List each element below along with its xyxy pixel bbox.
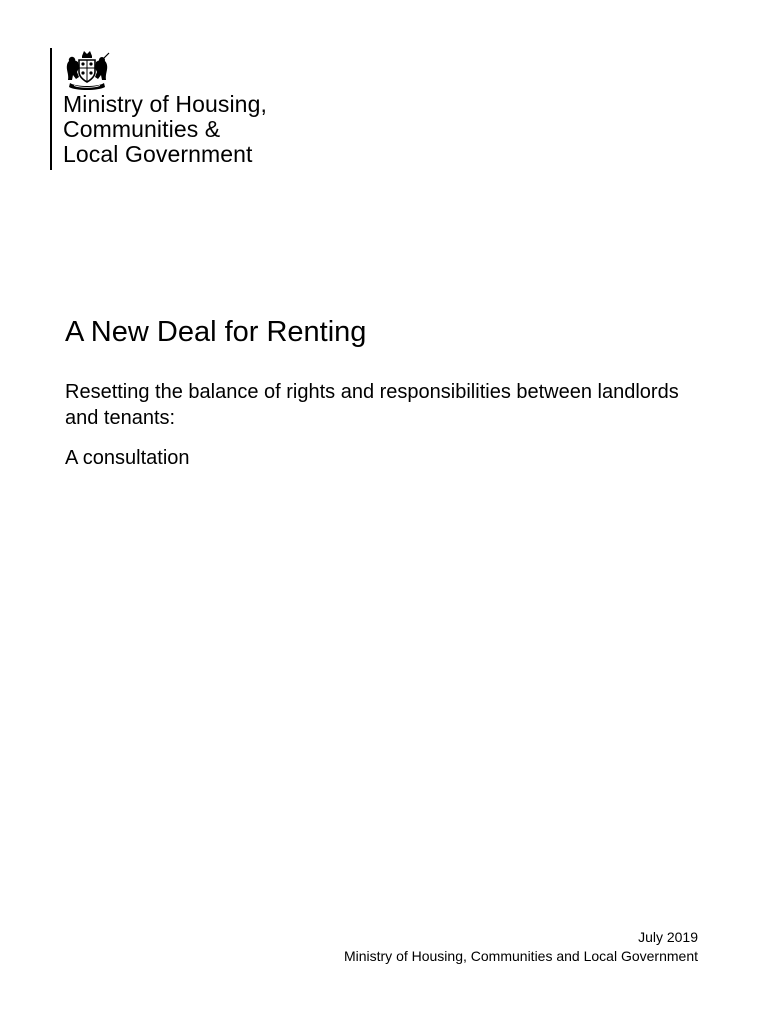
document-title: A New Deal for Renting [65,316,367,348]
consultation-label: A consultation [65,447,190,469]
department-name: Ministry of Housing, Communities & Local Government [63,91,267,167]
logo-rule [50,48,52,170]
publication-date: July 2019 [638,929,698,945]
document-subtitle: Resetting the balance of rights and responsibilities between landlords and tenants: [65,381,679,429]
royal-coat-of-arms-icon [62,50,112,92]
footer [344,928,698,966]
department-logo [50,48,370,172]
publisher-name: Ministry of Housing, Communities and Local Government [343,948,698,964]
